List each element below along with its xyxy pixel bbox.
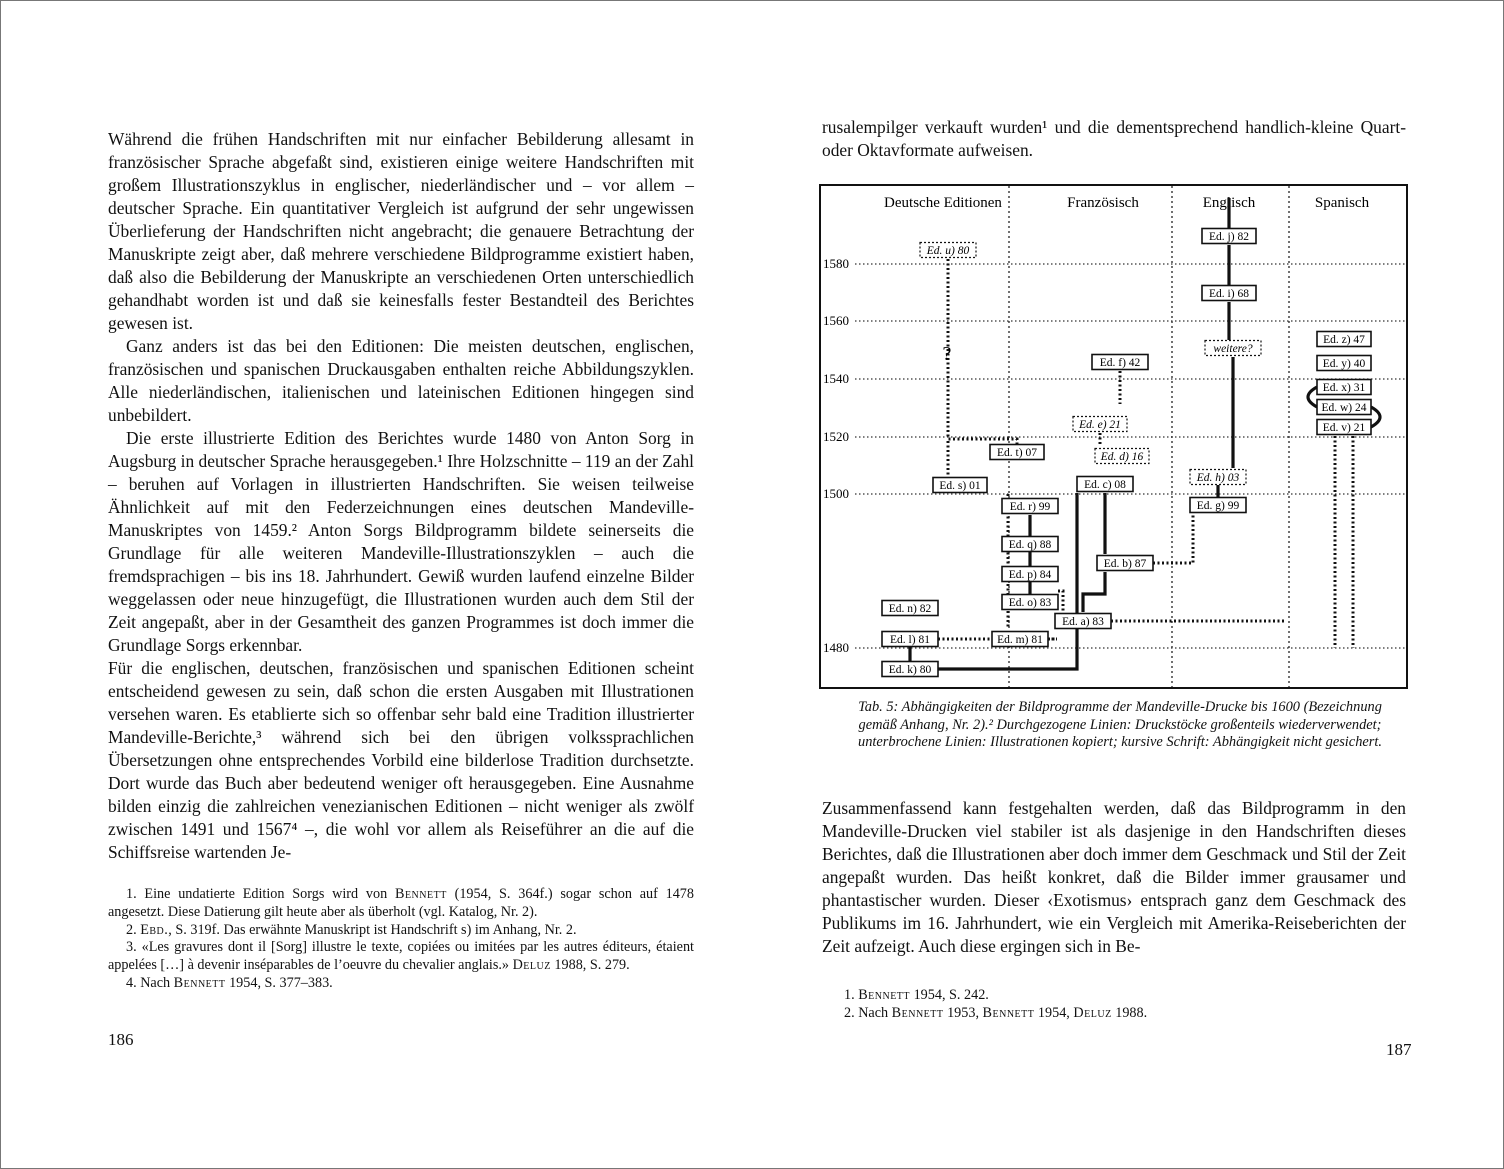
edition-label: weitere?: [1213, 343, 1253, 355]
footnote: 1. Bennett 1954, S. 242.: [844, 987, 989, 1003]
column-header: Französisch: [1067, 195, 1139, 211]
paragraph: Die erste illustrierte Edition des Berichtes wurde 1480 von Anton Sorg in Augsburg in deutscher Sprache herausgegeben.¹ Ihre Holzschnitte – 119 an der Zahl – beruhen auf Vorlagen in illustrierten Handschriften. Sie weisen teilweise Ähnlichkeit auf mit den Federzeichnungen eines deutschen Mandeville-Manuskriptes von 1459.² Anton Sorgs Bildprogramm bildete seinerseits die Grundlage für alle weiteren Mandeville-Illustrationszyklen – auch die fremdsprachigen – bis ins 18. Jahrhundert. Gewiß wurden laufend einzelne Bilder weggelassen oder neue hinzugefügt, die Illustrationen wurden auch dem Stil der Zeit angepaßt, aber in der Gesamtheit des ganzen Programmes ist doch immer die Grundlage Sorgs erkennbar.: [108, 428, 694, 655]
paragraph: rusalempilger verkauft wurden¹ und die dementsprechend handlich-kleine Quart- oder Oktavformate aufweisen.: [822, 117, 1406, 160]
footnote: 1. Eine undatierte Edition Sorgs wird von Bennett (1954, S. 364f.) sogar schon auf 1478 angesetzt. Diese Datierung gilt heute aber als überholt (vgl. Katalog, Nr. 2).: [108, 886, 694, 920]
dependency-diagram: [819, 184, 1409, 698]
edition-label: Ed. u) 80: [926, 245, 970, 257]
paragraph: Während die frühen Handschriften mit nur einfacher Bebilderung allesamt in französischer Sprache abgefaßt sind, existieren einige weitere Handschriften mit großem Illustrationszyklus in englischer, niederländischer und – vor allem – deutscher Sprache. Ein quantitativer Vergleich ist aufgrund der sehr ungewissen Überlieferung der Handschriften nicht angebracht; die genauere Betrachtung der Manuskripte zeigt aber, daß mehrere verschiedene Bildprogramme existiert haben, daß also die Bebilderung der Manuskripte an verschiedenen Orten unterschiedlich gehandhabt worden ist und daß sie keinesfalls fester Bestandteil des Berichtes gewesen ist.: [108, 129, 694, 333]
edition-label: Ed. g) 99: [1196, 500, 1240, 512]
paragraph: Zusammenfassend kann festgehalten werden, daß das Bildprogramm in den Mandeville-Drucken viel stabiler ist als dasjenige in den Handschriften dieses Berichtes, daß die Illustrationen aber doch immer dem Geschmack und Stil der Zeit angepaßt wurden. Das heißt konkret, daß die Bilder immer grausamer und phantastischer wurden. Dieser ‹Exotismus› entsprach ganz dem Geschmack des Publikums im 16. Jahrhundert, wie ein Vergleich mit Amerika-Reiseberichten der Zeit aufzeigt. Auch diese ergingen sich in Be-: [822, 798, 1406, 956]
edition-label: Ed. q) 88: [1008, 539, 1052, 551]
edition-label: Ed. m) 81: [997, 634, 1043, 646]
edition-label: Ed. j) 82: [1209, 231, 1249, 243]
right-bottom-text: [822, 797, 1406, 958]
edition-label: Ed. s) 01: [939, 480, 981, 492]
edition-label: Ed. e) 21: [1079, 419, 1121, 431]
uncertainty-mark: ?: [942, 343, 952, 365]
edition-label: Ed. f) 42: [1099, 357, 1141, 369]
edition-label: Ed. w) 24: [1321, 402, 1367, 414]
column-header: Spanisch: [1314, 195, 1370, 211]
column-header: Englisch: [1202, 195, 1256, 211]
column-header: Deutsche Editionen: [884, 195, 1002, 211]
right-footnotes: [844, 987, 1404, 1023]
edition-label: Ed. c) 08: [1084, 479, 1126, 491]
edition-label: Ed. a) 83: [1062, 616, 1104, 628]
edition-label: Ed. n) 82: [888, 603, 932, 615]
figure-caption: Tab. 5: Abhängigkeiten der Bildprogramme der Mandeville-Drucke bis 1600 (Bezeichnung gemäß Anhang, Nr. 2).² Durchgezogene Linien: Druckstöcke großenteils wiederverwendet; unterbrochene Linien: Illustrationen kopiert; kursive Schrift: Abhängigkeit nicht gesichert.: [858, 699, 1382, 750]
left-footnotes: [108, 886, 694, 993]
edition-label: Ed. x) 31: [1322, 382, 1366, 394]
edition-label: Ed. o) 83: [1008, 597, 1052, 609]
year-tick-label: 1540: [823, 371, 849, 386]
year-tick-label: 1580: [823, 256, 849, 271]
right-page: [752, 0, 1504, 1169]
edition-label: Ed. b) 87: [1103, 558, 1147, 570]
footnote: 2. Nach Bennett 1953, Bennett 1954, Deluz 1988.: [844, 1004, 1148, 1021]
year-tick-label: 1560: [823, 313, 849, 328]
left-body-text: [108, 128, 694, 864]
footnote: 2. Ebd., S. 319f. Das erwähnte Manuskript ist Handschrift s) im Anhang, Nr. 2.: [126, 921, 577, 938]
edition-label: Ed. t) 07: [997, 447, 1037, 459]
year-tick-label: 1500: [823, 486, 849, 501]
page-number: 187: [1386, 1040, 1412, 1059]
edition-label: Ed. d) 16: [1100, 451, 1144, 463]
edition-label: Ed. i) 68: [1209, 288, 1249, 300]
diagram-svg: [819, 184, 1409, 694]
edition-label: Ed. v) 21: [1322, 422, 1366, 434]
edition-label: Ed. l) 81: [890, 634, 930, 646]
footnote: 3. «Les gravures dont il [Sorg] illustre le texte, copiées ou imitées par les autres éditeurs, étaient appelées […] à devenir inséparables de l’oeuvre du chevalier anglais.» Deluz 1988, S. 279.: [108, 939, 694, 974]
page-number: 186: [108, 1030, 134, 1049]
right-top-text: [822, 116, 1406, 162]
footnote: 4. Nach Bennett 1954, S. 377–383.: [126, 974, 333, 991]
edition-label: Ed. h) 03: [1196, 472, 1240, 484]
paragraph: Ganz anders ist das bei den Editionen: Die meisten deutschen, englischen, französischen und spanischen Druckausgaben enthalten reiche Abbildungszyklen. Alle niederländischen, italienischen und lateinischen Editionen hingegen sind unbebildert.: [108, 336, 694, 425]
edition-label: Ed. y) 40: [1322, 358, 1366, 370]
edition-label: Ed. z) 47: [1323, 334, 1365, 346]
edition-label: Ed. k) 80: [888, 664, 932, 676]
edition-label: Ed. p) 84: [1008, 569, 1052, 581]
paragraph: Für die englischen, deutschen, französischen und spanischen Editionen scheint entscheidend gewesen zu sein, daß schon die ersten Ausgaben mit Illustrationen versehen waren. Es etablierte sich so offenbar sehr bald eine Tradition illustrierter Mandeville-Berichte,³ während sich bei den übrigen volkssprachlichen Übersetzungen ohne entsprechendes Vorbild eine bilderlose Tradition durchsetzte. Dort wurde das Buch aber bedeutend weniger oft herausgegeben. Eine Ausnahme bilden einzig die zahlreichen venezianischen Editionen – nicht weniger als zwölf zwischen 1491 und 1567⁴ –, die wohl vor allem als Reiseführer an die auf die Schiffsreise wartenden Je-: [108, 658, 694, 862]
year-tick-label: 1520: [823, 429, 849, 444]
edition-label: Ed. r) 99: [1009, 501, 1051, 513]
year-tick-label: 1480: [823, 640, 849, 655]
